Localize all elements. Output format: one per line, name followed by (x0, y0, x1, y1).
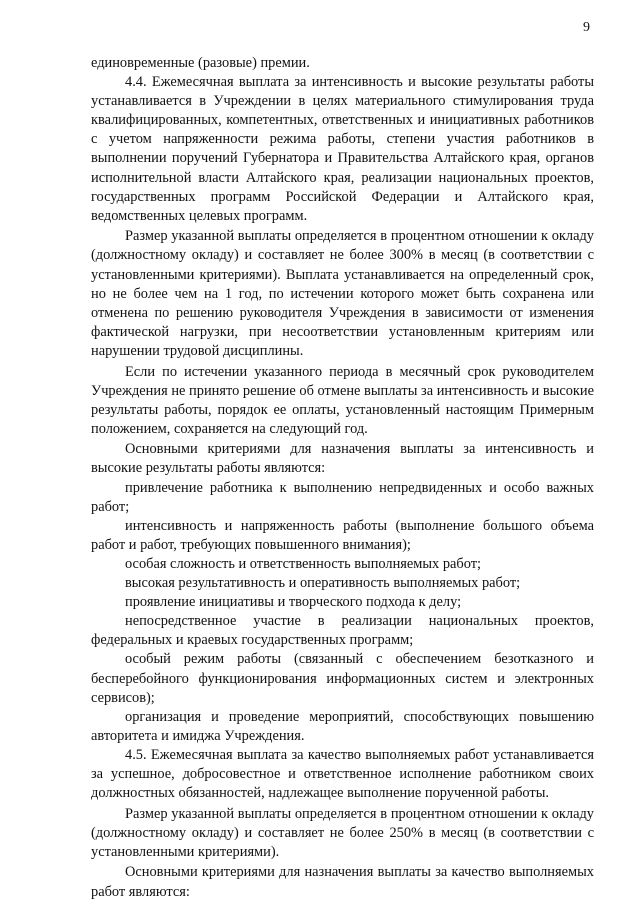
criterion-complexity: особая сложность и ответственность выполняемых работ; (125, 555, 482, 572)
criterion-events: организация и проведение мероприятий, способствующих повышению авторитета и имиджа Учреждения. (91, 708, 594, 744)
paragraph-intensity-amount: Размер указанной выплаты определяется в процентном отношении к окладу (должностному окладу) и составляет не более 300% в месяц (в соответствии с установленными критериями). Выплата устанавливается на определенный срок, но не более чем на 1 год, по истечении которого может быть сохранена или отменена по решению руководителя Учреждения в зависимости от изменения фактической нагрузки, при несоответствии установленным критериям или нарушении трудовой дисциплины. (91, 228, 594, 359)
paragraph-quality-amount: Размер указанной выплаты определяется в процентном отношении к окладу (должностному окладу) и составляет не более 250% в месяц (в соответствии с установленными критериями). (91, 805, 594, 860)
criterion-national-projects: непосредственное участие в реализации национальных проектов, федеральных и краевых государственных программ; (91, 613, 594, 649)
criterion-unforeseen-work: привлечение работника к выполнению непредвиденных и особо важных работ; (91, 479, 594, 515)
criterion-initiative: проявление инициативы и творческого подхода к делу; (125, 594, 462, 611)
paragraph-4-4: 4.4. Ежемесячная выплата за интенсивность и высокие результаты работы устанавливается в Учреждении в целях материального стимулирования труда квалифицированных, компетентных, ответственных и инициативных работников с учетом напряженности режима работы, степени участия работников в выполнении поручений Губернатора и Правительства Алтайского края, органов исполнительной власти Алтайского края, реализации национальных проектов, государственных программ Российской Федерации и Алтайского края, ведомственных целевых программ. (91, 74, 594, 224)
paragraph-intensity-criteria-intro: Основными критериями для назначения выплаты за интенсивность и высокие результаты работы являются: (91, 441, 594, 477)
document-body (91, 54, 594, 902)
paragraph-quality-criteria-intro: Основными критериями для назначения выплаты за качество выполняемых работ являются: (91, 864, 594, 900)
criterion-special-regime: особый режим работы (связанный с обеспечением безотказного и бесперебойного функционирования информационных систем и электронных сервисов); (91, 651, 594, 706)
page-number: 9 (583, 20, 590, 35)
criterion-effectiveness: высокая результативность и оперативность выполняемых работ; (125, 575, 521, 592)
paragraph-premium-continuation: единовременные (разовые) премии. (91, 55, 310, 71)
paragraph-4-5: 4.5. Ежемесячная выплата за качество выполняемых работ устанавливается за успешное, добросовестное и ответственное исполнение работником своих должностных обязанностей, надлежащее выполнение порученной работы. (91, 746, 594, 802)
paragraph-intensity-extension: Если по истечении указанного периода в месячный срок руководителем Учреждения не принято решение об отмене выплаты за интенсивность и высокие результаты работы, порядок ее оплаты, установленный настоящим Примерным положением, сохраняется на следующий год. (91, 363, 594, 437)
criterion-intensity: интенсивность и напряженность работы (выполнение большого объема работ и работ, требующих повышенного внимания); (91, 517, 594, 553)
